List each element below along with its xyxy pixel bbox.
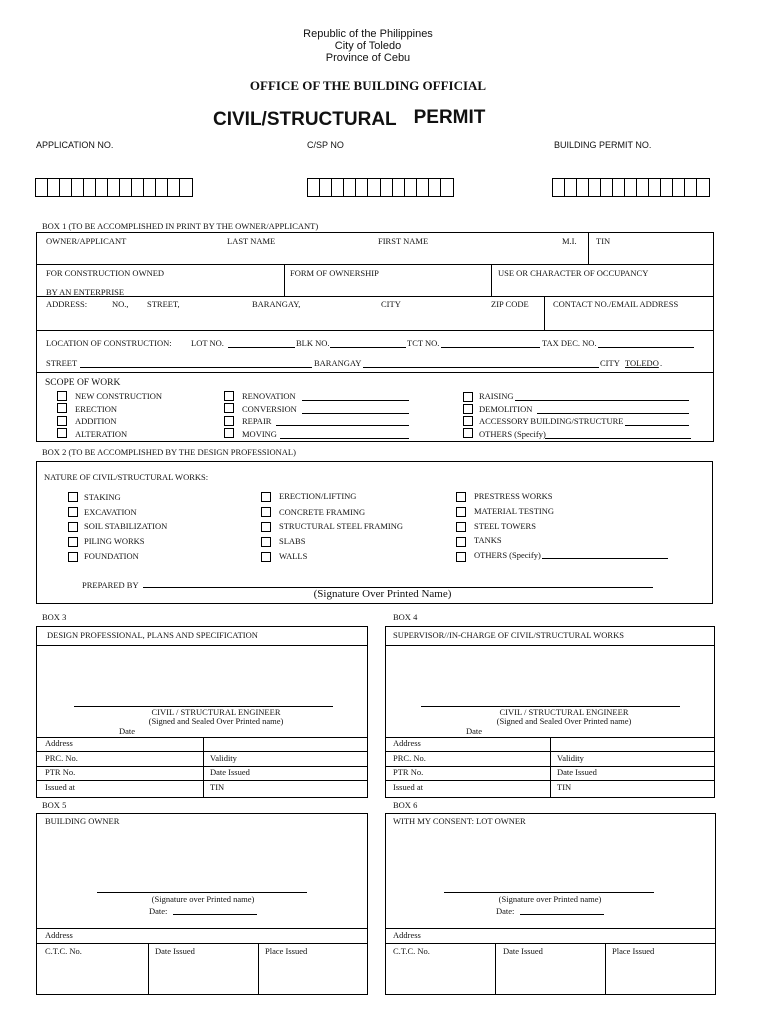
box6-place-issued: Place Issued — [612, 946, 655, 956]
lot-no-label: LOT NO. — [191, 338, 224, 348]
city-row-label: CITY — [600, 358, 620, 368]
works-option: MATERIAL TESTING — [474, 506, 555, 516]
address-label: ADDRESS: — [46, 299, 88, 309]
box5-date-issued: Date Issued — [155, 946, 195, 956]
city-period: . — [660, 358, 663, 368]
works-checkbox[interactable] — [261, 522, 271, 532]
box4-ptr: PTR No. — [393, 767, 424, 777]
scope-checkbox[interactable] — [224, 403, 234, 413]
box6-signature-line[interactable] — [444, 892, 654, 893]
works-other-specify-input[interactable] — [542, 548, 668, 559]
works-checkbox[interactable] — [261, 537, 271, 547]
works-option: EXCAVATION — [84, 507, 137, 517]
box3-tin: TIN — [210, 782, 225, 792]
box6-signature: (Signature over Printed name) — [498, 894, 602, 904]
scope-option: RAISING — [479, 391, 514, 401]
works-option: FOUNDATION — [84, 551, 139, 561]
tct-no-label: TCT NO. — [407, 338, 440, 348]
scope-specify-line[interactable] — [280, 428, 409, 439]
nature-label: NATURE OF CIVIL/STRUCTURAL WORKS: — [44, 472, 209, 482]
works-option: CONCRETE FRAMING — [279, 507, 366, 517]
box3-validity: Validity — [210, 753, 237, 763]
scope-option: DEMOLITION — [479, 404, 533, 414]
application-no-field[interactable] — [35, 178, 193, 197]
scope-specify-line[interactable] — [537, 403, 689, 414]
box6-date-input[interactable] — [520, 904, 604, 915]
box5-label: BOX 5 — [42, 800, 67, 810]
application-no-label: APPLICATION NO. — [36, 140, 114, 150]
box5-signature-line[interactable] — [97, 892, 307, 893]
street-row-label: STREET — [46, 358, 78, 368]
header-city: City of Toledo — [334, 40, 402, 52]
scope-specify-line[interactable] — [545, 428, 691, 439]
works-option: PILING WORKS — [84, 536, 145, 546]
tax-dec-no-input[interactable] — [598, 337, 694, 348]
works-checkbox[interactable] — [261, 552, 271, 562]
box5-title: BUILDING OWNER — [45, 816, 120, 826]
no-label: NO., — [112, 299, 129, 309]
box3-date: Date — [119, 726, 136, 736]
works-checkbox[interactable] — [456, 507, 466, 517]
by-an-enterprise-label: BY AN ENTERPRISE — [46, 287, 125, 297]
scope-checkbox[interactable] — [57, 391, 67, 401]
tax-dec-no-label: TAX DEC. NO. — [542, 338, 597, 348]
box5-ctc: C.T.C. No. — [45, 946, 82, 956]
box3-prc: PRC. No. — [45, 753, 78, 763]
box6-title: WITH MY CONSENT: LOT OWNER — [393, 816, 526, 826]
box4-address: Address — [393, 738, 421, 748]
box6-ctc: C.T.C. No. — [393, 946, 430, 956]
scope-option: ADDITION — [75, 416, 117, 426]
works-checkbox[interactable] — [456, 522, 466, 532]
works-option: SLABS — [279, 536, 306, 546]
building-permit-no-field[interactable] — [552, 178, 710, 197]
works-option: STEEL TOWERS — [474, 521, 536, 531]
box3-role: CIVIL / STRUCTURAL ENGINEER — [151, 707, 281, 717]
scope-option: OTHERS (Specify) — [479, 429, 546, 439]
works-option: STAKING — [84, 492, 121, 502]
city-value: TOLEDO — [625, 358, 659, 368]
first-name-label: FIRST NAME — [378, 236, 429, 246]
form-header — [268, 28, 468, 64]
box5-place-issued: Place Issued — [265, 946, 308, 956]
box5-date-input[interactable] — [173, 904, 257, 915]
prepared-by-input[interactable] — [143, 577, 653, 588]
street-label: STREET, — [147, 299, 180, 309]
zip-code-label: ZIP CODE — [491, 299, 529, 309]
box5-address: Address — [45, 930, 73, 940]
tin-label: TIN — [596, 236, 611, 246]
box4-date: Date — [466, 726, 483, 736]
scope-specify-line[interactable] — [625, 415, 689, 426]
box6-address: Address — [393, 930, 421, 940]
box6-date-issued: Date Issued — [503, 946, 543, 956]
contact-label: CONTACT NO./EMAIL ADDRESS — [553, 299, 679, 309]
scope-checkbox[interactable] — [224, 416, 234, 426]
box5-date: Date: — [149, 906, 168, 916]
scope-option: ACCESSORY BUILDING/STRUCTURE — [479, 416, 624, 426]
box6-date: Date: — [496, 906, 515, 916]
street-input[interactable] — [80, 357, 312, 368]
box4-issued-at: Issued at — [393, 782, 423, 792]
barangay-row-label: BARANGAY — [314, 358, 362, 368]
box3-ptr: PTR No. — [45, 767, 76, 777]
scope-checkbox[interactable] — [224, 428, 234, 438]
box4-role: CIVIL / STRUCTURAL ENGINEER — [499, 707, 629, 717]
works-checkbox[interactable] — [261, 492, 271, 502]
scope-checkbox[interactable] — [57, 403, 67, 413]
scope-option: ALTERATION — [75, 429, 128, 439]
works-option: STRUCTURAL STEEL FRAMING — [279, 521, 404, 531]
city-label: CITY — [381, 299, 401, 309]
box3-signed: (Signed and Sealed Over Printed name) — [148, 716, 284, 726]
works-checkbox[interactable] — [456, 537, 466, 547]
scope-checkbox[interactable] — [57, 428, 67, 438]
scope-option: CONVERSION — [242, 404, 297, 414]
scope-option: RENOVATION — [242, 391, 296, 401]
works-checkbox[interactable] — [68, 507, 78, 517]
scope-specify-line[interactable] — [302, 390, 409, 401]
scope-specify-line[interactable] — [302, 403, 409, 414]
location-label: LOCATION OF CONSTRUCTION: — [46, 338, 172, 348]
scope-option: REPAIR — [242, 416, 272, 426]
works-checkbox[interactable] — [68, 492, 78, 502]
scope-specify-line[interactable] — [515, 390, 689, 401]
works-option: WALLS — [279, 551, 308, 561]
works-option: ERECTION/LIFTING — [279, 491, 357, 501]
box1-heading: BOX 1 (TO BE ACCOMPLISHED IN PRINT BY THE OWNER/APPLICANT) — [42, 221, 319, 231]
works-checkbox[interactable] — [261, 507, 271, 517]
works-option: PRESTRESS WORKS — [474, 491, 553, 501]
office-title: OFFICE OF THE BUILDING OFFICIAL — [249, 78, 487, 93]
works-option: OTHERS (Specify) — [474, 550, 541, 560]
box4-prc: PRC. No. — [393, 753, 426, 763]
scope-of-work-label: SCOPE OF WORK — [45, 378, 121, 388]
scope-checkbox[interactable] — [463, 428, 473, 438]
scope-checkbox[interactable] — [224, 391, 234, 401]
works-option: TANKS — [474, 535, 502, 545]
title-part1: CIVIL/STRUCTURAL — [213, 109, 397, 130]
scope-checkbox[interactable] — [463, 392, 473, 402]
works-checkbox[interactable] — [456, 492, 466, 502]
header-republic: Republic of the Philippines — [303, 28, 433, 40]
box4-validity: Validity — [557, 753, 584, 763]
box4-title: SUPERVISOR//IN-CHARGE OF CIVIL/STRUCTURAL WORKS — [393, 630, 624, 640]
blk-no-input[interactable] — [330, 337, 406, 348]
box4-date-issued: Date Issued — [557, 767, 597, 777]
blk-no-label: BLK NO. — [296, 338, 330, 348]
box3-label: BOX 3 — [42, 612, 67, 622]
works-checkbox[interactable] — [456, 552, 466, 562]
box4-signed: (Signed and Sealed Over Printed name) — [496, 716, 632, 726]
lot-no-input[interactable] — [228, 337, 295, 348]
prepared-by-label: PREPARED BY — [82, 580, 139, 590]
form-of-ownership-label: FORM OF OWNERSHIP — [290, 268, 379, 278]
building-permit-no-label: BUILDING PERMIT NO. — [554, 140, 652, 150]
box2-heading: BOX 2 (TO BE ACCOMPLISHED BY THE DESIGN PROFESSIONAL) — [42, 447, 296, 457]
scope-option: ERECTION — [75, 404, 118, 414]
box3-address: Address — [45, 738, 73, 748]
page-title — [213, 109, 485, 131]
scope-specify-line[interactable] — [276, 415, 409, 426]
last-name-label: LAST NAME — [227, 236, 276, 246]
scope-checkbox[interactable] — [463, 404, 473, 414]
tct-no-input[interactable] — [441, 337, 540, 348]
csp-no-label: C/SP NO — [307, 140, 344, 150]
for-construction-owned-label: FOR CONSTRUCTION OWNED — [46, 268, 165, 278]
works-checkbox[interactable] — [68, 552, 78, 562]
header-province: Province of Cebu — [325, 52, 411, 64]
box3-issued-at: Issued at — [45, 782, 75, 792]
works-checkbox[interactable] — [68, 522, 78, 532]
box6-label: BOX 6 — [393, 800, 418, 810]
box3-title: DESIGN PROFESSIONAL, PLANS AND SPECIFICATION — [47, 630, 258, 640]
box5-signature: (Signature over Printed name) — [151, 894, 255, 904]
barangay-label: BARANGAY, — [252, 299, 301, 309]
csp-no-field[interactable] — [307, 178, 454, 197]
use-or-character-label: USE OR CHARACTER OF OCCUPANCY — [498, 268, 649, 278]
title-part2: PERMIT — [413, 107, 486, 128]
scope-option: NEW CONSTRUCTION — [75, 391, 162, 401]
mi-label: M.I. — [562, 236, 577, 246]
scope-option: MOVING — [242, 429, 277, 439]
owner-applicant-label: OWNER/APPLICANT — [46, 236, 127, 246]
signature-caption: (Signature Over Printed Name) — [313, 588, 452, 600]
barangay-input[interactable] — [363, 357, 599, 368]
box4-tin: TIN — [557, 782, 572, 792]
scope-checkbox[interactable] — [57, 416, 67, 426]
scope-checkbox[interactable] — [463, 416, 473, 426]
works-checkbox[interactable] — [68, 537, 78, 547]
box4-label: BOX 4 — [393, 612, 418, 622]
box3-date-issued: Date Issued — [210, 767, 250, 777]
works-option: SOIL STABILIZATION — [84, 521, 168, 531]
